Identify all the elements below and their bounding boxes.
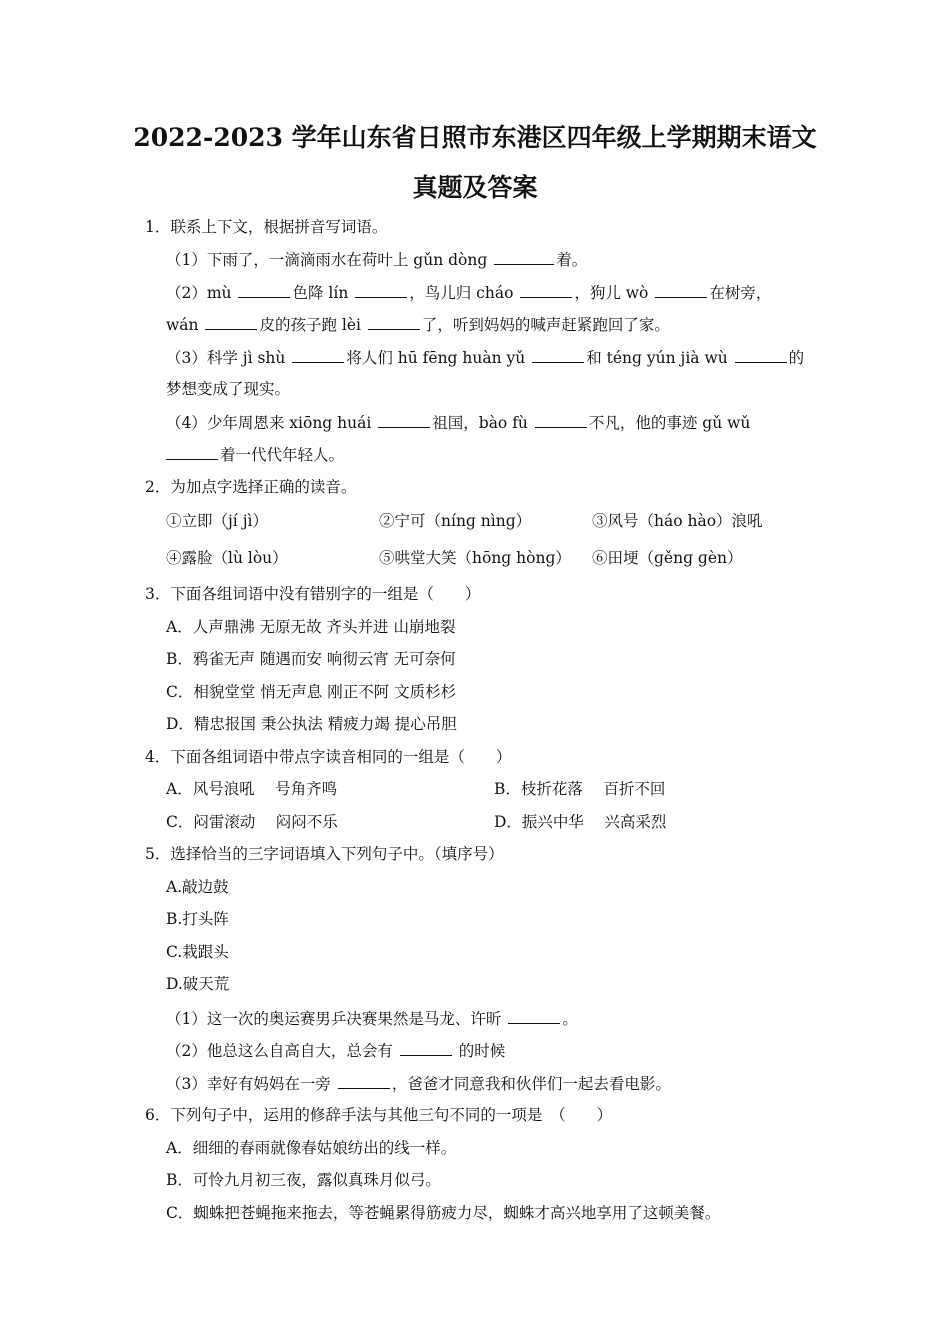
document-title-line2: 真题及答案: [412, 173, 538, 202]
answer-blank[interactable]: [166, 444, 218, 460]
answer-blank[interactable]: [205, 314, 257, 330]
question-2-item-6: ⑥田埂（ɡěnɡ ɡèn）: [592, 549, 743, 567]
question-3-option-c[interactable]: C．相貌堂堂 悄无声息 刚正不阿 文质杉杉: [166, 683, 457, 701]
question-2-item-1: ①立即（jí jì）: [166, 512, 268, 530]
question-3-option-a[interactable]: A．人声鼎沸 无原无故 齐头并进 山崩地裂: [166, 618, 456, 636]
question-5-option-a: A.敲边鼓: [166, 878, 229, 896]
answer-blank[interactable]: [378, 412, 430, 428]
question-2-stem: 2．为加点字选择正确的读音。: [145, 478, 357, 496]
question-2-item-3: ③风号（háo hào）浪吼: [592, 512, 763, 530]
answer-blank[interactable]: [355, 282, 407, 298]
question-1-sentence-2-line2: wán 皮的孩子跑 lèi 了，听到妈妈的喊声赶紧跑回了家。: [166, 316, 670, 334]
question-3-option-d[interactable]: D．精忠报国 秉公执法 精疲力竭 提心吊胆: [166, 715, 457, 733]
question-5-stem: 5．选择恰当的三字词语填入下列句子中。（填序号）: [145, 845, 504, 863]
answer-blank[interactable]: [520, 282, 572, 298]
question-6-stem: 6．下列句子中，运用的修辞手法与其他三句不同的一项是 （ ）: [145, 1106, 613, 1124]
question-1-sentence-4-line1: （4）少年周恩来 xiōng huái 祖国，bào fù 不凡，他的事迹 gǔ wǔ: [166, 414, 751, 432]
answer-blank[interactable]: [655, 282, 707, 298]
answer-blank[interactable]: [532, 347, 584, 363]
question-2-item-2: ②宁可（nínɡ nìnɡ）: [379, 512, 532, 530]
question-3-stem: 3．下面各组词语中没有错别字的一组是（ ）: [145, 585, 481, 603]
answer-blank[interactable]: [400, 1040, 452, 1056]
question-5-sentence-3: （3）幸好有妈妈在一旁 ，爸爸才同意我和伙伴们一起去看电影。: [166, 1075, 671, 1093]
question-1-sentence-4-line2: 着一代代年轻人。: [166, 444, 344, 465]
question-6-option-a[interactable]: A．细细的春雨就像春姑娘纺出的线一样。: [166, 1139, 457, 1157]
answer-blank[interactable]: [368, 314, 420, 330]
question-3-option-b[interactable]: B．鸦雀无声 随遇而安 响彻云宵 无可奈何: [166, 650, 456, 668]
question-5-sentence-1: （1）这一次的奥运赛男乒决赛果然是马龙、许昕 。: [166, 1010, 578, 1028]
question-6-option-b[interactable]: B．可怜九月初三夜，露似真珠月似弓。: [166, 1171, 441, 1189]
question-6-option-c[interactable]: C．蜘蛛把苍蝇拖来拖去，等苍蝇累得筋疲力尽，蜘蛛才高兴地享用了这顿美餐。: [166, 1204, 721, 1222]
answer-blank[interactable]: [535, 412, 587, 428]
question-4-option-d[interactable]: D．振兴中华 兴高采烈: [494, 813, 667, 831]
answer-blank[interactable]: [508, 1008, 560, 1024]
question-5-option-b: B.打头阵: [166, 910, 229, 928]
question-2-item-4: ④露脸（lù lòu）: [166, 549, 288, 567]
question-1-sentence-3-line2: 梦想变成了现实。: [166, 380, 291, 398]
answer-blank[interactable]: [238, 282, 290, 298]
document-title-line1: 2022-2023 学年山东省日照市东港区四年级上学期期末语文: [133, 123, 817, 152]
question-4-option-b[interactable]: B．枝折花落 百折不回: [494, 780, 666, 798]
question-1-sentence-3-line1: （3）科学 jì shù 将人们 hū fēng huàn yǔ 和 ténɡ yún jià wù 的: [166, 349, 805, 367]
question-1-stem: 1．联系上下文，根据拼音写词语。: [145, 218, 388, 236]
question-1-sentence-1: （1）下雨了，一滴滴雨水在荷叶上 gǔn dònɡ 着。: [166, 251, 588, 269]
answer-blank[interactable]: [292, 347, 344, 363]
question-5-option-c: C.栽跟头: [166, 943, 229, 961]
question-1-sentence-2-line1: （2）mù 色降 lín ，鸟儿归 cháo ，狗儿 wò 在树旁，: [166, 284, 772, 302]
question-4-option-c[interactable]: C．闷雷滚动 闷闷不乐: [166, 813, 338, 831]
answer-blank[interactable]: [735, 347, 787, 363]
question-4-option-a[interactable]: A．风号浪吼 号角齐鸣: [166, 780, 338, 798]
question-5-sentence-2: （2）他总这么自高自大，总会有 的时候: [166, 1042, 506, 1060]
question-4-stem: 4．下面各组词语中带点字读音相同的一组是（ ）: [145, 748, 512, 766]
answer-blank[interactable]: [338, 1073, 390, 1089]
answer-blank[interactable]: [494, 249, 554, 265]
question-2-item-5: ⑤哄堂大笑（hōnɡ hònɡ）: [379, 549, 571, 567]
question-5-option-d: D.破天荒: [166, 975, 230, 993]
